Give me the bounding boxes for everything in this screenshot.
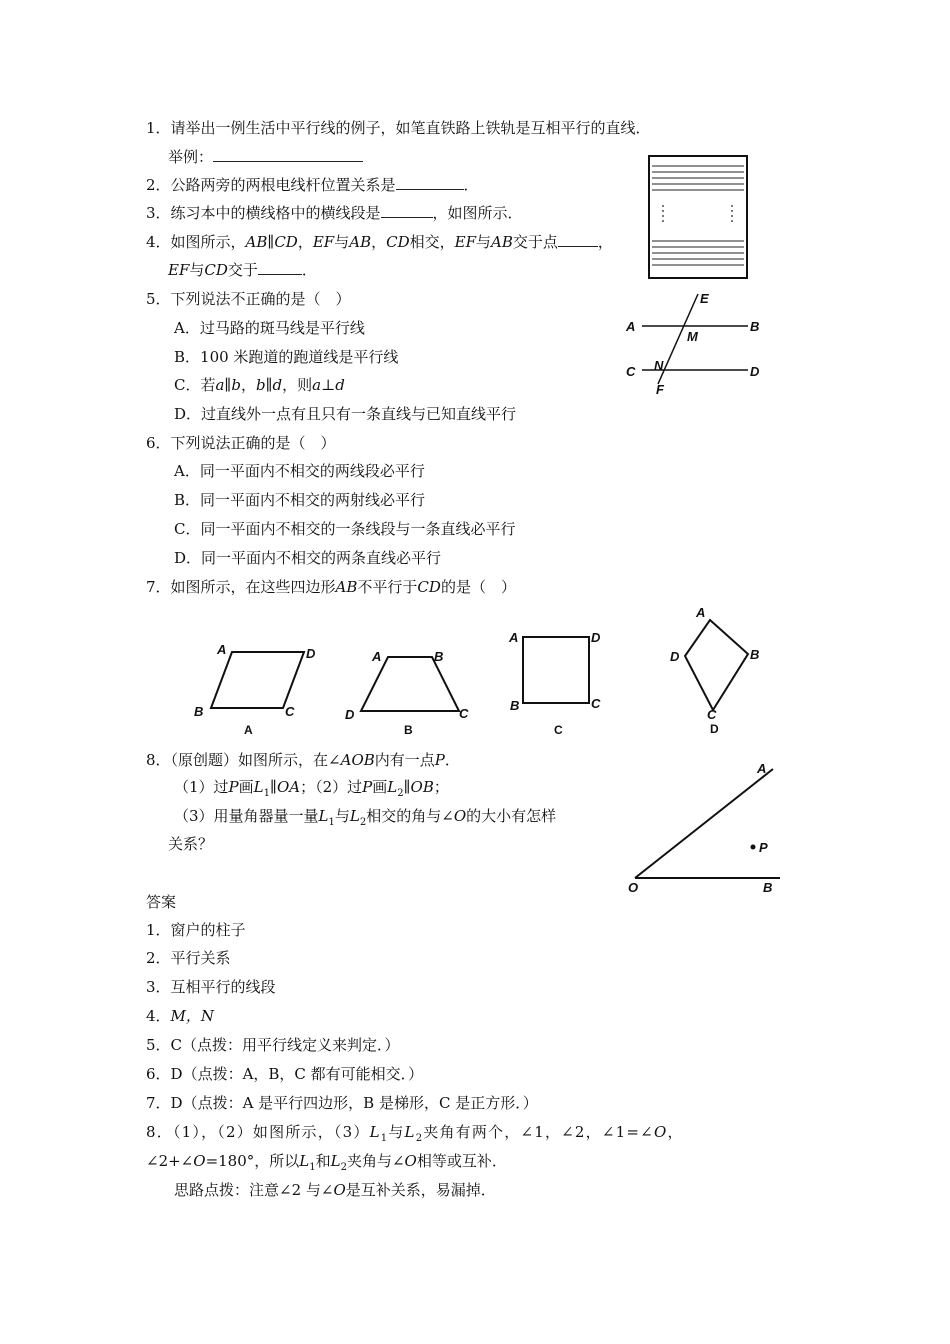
label-c: C	[459, 706, 469, 721]
square-shape	[523, 637, 589, 703]
label-d: D	[306, 646, 316, 661]
label-b: B	[194, 704, 204, 719]
question-5-option-d: D．过直线外一点有且只有一条直线与已知直线平行	[174, 405, 517, 423]
answers-title: 答案	[146, 893, 177, 911]
trapezoid-shape	[361, 657, 459, 711]
label-p: P	[759, 840, 768, 855]
book-dots	[663, 205, 732, 225]
question-1-example: 举例：	[168, 147, 363, 167]
parallel-lines-figure	[620, 290, 770, 400]
label-o: O	[628, 880, 639, 895]
question-7: 7．如图所示，在这些四边形AB不平行于CD的是（ ）	[146, 578, 516, 596]
label-a: A	[217, 642, 227, 657]
caption-c: C	[554, 723, 563, 737]
question-8-part-3-cont: 关系？	[168, 835, 214, 853]
label-d: D	[345, 707, 355, 722]
answer-5: 5．C（点拨：用平行线定义来判定．）	[146, 1036, 400, 1054]
point-p	[751, 845, 756, 850]
label-d: D	[750, 364, 760, 379]
label-a: A	[372, 649, 382, 664]
label-a: A	[626, 319, 636, 334]
caption-b: B	[404, 723, 413, 737]
label-d: D	[591, 630, 601, 645]
label-n: N	[654, 358, 664, 373]
question-8-part-3: （3）用量角器量一量$L_1$与$L_2$相交的角与∠O的大小有怎样	[174, 807, 557, 828]
label-f: F	[656, 382, 664, 397]
answer-7: 7．D（点拨：A 是平行四边形，B 是梯形，C 是正方形．）	[146, 1094, 538, 1112]
answer-4: 4．M，N	[146, 1007, 215, 1025]
angle-aob-figure	[620, 755, 790, 895]
question-5-option-b: B．100 米跑道的跑道线是平行线	[174, 348, 399, 366]
label-a: A	[757, 761, 767, 776]
caption-d: D	[710, 722, 719, 736]
quadrilateral-a-figure	[190, 640, 330, 740]
answer-8-line2: ∠2+∠O=180°，所以$L_1$和$L_2$夹角与∠O相等或互补．	[146, 1152, 507, 1173]
label-d: D	[670, 649, 680, 664]
question-6-option-c: C．同一平面内不相交的一条线段与一条直线必平行	[174, 520, 516, 538]
question-8: 8．（原创题）如图所示，在∠AOB内有一点P．	[146, 751, 460, 769]
question-5: 5．下列说法不正确的是（ ）	[146, 290, 351, 308]
answer-6: 6．D（点拨：A，B，C 都有可能相交．）	[146, 1065, 424, 1083]
answer-1: 1．窗户的柱子	[146, 921, 246, 939]
answer-8: 8．（1），（2）如图所示，$(3)L_1$与$L_2$夹角有两个，∠1，∠2，∠1=∠O，	[146, 1123, 684, 1144]
label-a: A	[696, 605, 706, 620]
answer-blank	[258, 260, 302, 275]
label-b: B	[434, 649, 444, 664]
label-b: B	[510, 698, 520, 713]
answer-3: 3．互相平行的线段	[146, 978, 276, 996]
exercise-book-figure	[648, 155, 748, 280]
label-b: B	[750, 319, 760, 334]
question-1: 1．请举出一例生活中平行线的例子，如笔直铁路上铁轨是互相平行的直线．	[146, 119, 651, 137]
label-b: B	[750, 647, 760, 662]
question-4: 4．如图所示，AB∥CD，EF与AB，CD相交，EF与AB交于点 ，	[146, 233, 613, 251]
label-c: C	[285, 704, 295, 719]
question-2: 2．公路两旁的两根电线杆位置关系是 ．	[146, 176, 479, 194]
answer-8-hint: 思路点拨：注意∠2 与∠O是互补关系，易漏掉．	[174, 1181, 496, 1199]
label-b: B	[763, 880, 773, 895]
label-m: M	[687, 329, 698, 344]
answer-2: 2．平行关系	[146, 949, 231, 967]
question-6-option-d: D．同一平面内不相交的两条直线必平行	[174, 549, 442, 567]
quadrilateral-c-figure	[505, 625, 615, 740]
answer-blank	[213, 147, 363, 162]
label-a: A	[509, 630, 519, 645]
question-6-option-b: B．同一平面内不相交的两射线必平行	[174, 491, 426, 509]
caption-a: A	[244, 723, 253, 737]
question-3: 3．练习本中的横线格中的横线段是 ，如图所示．	[146, 204, 523, 222]
question-5-option-c: C．若a∥b，b∥d，则a⊥d	[174, 376, 345, 394]
parallelogram-shape	[211, 652, 304, 708]
question-5-option-a: A．过马路的斑马线是平行线	[174, 319, 365, 337]
book-lines-top	[652, 166, 744, 190]
book-lines-bottom	[652, 241, 744, 265]
question-8-part-1-2: （1）过P画$L_1\parallel OA$；（2）过P画$L_2\parallel OB$；	[174, 778, 449, 799]
label-c: C	[626, 364, 636, 379]
label-e: E	[700, 291, 709, 306]
answer-blank	[381, 203, 433, 218]
question-6: 6．下列说法正确的是（ ）	[146, 434, 336, 452]
question-4-line2: EF与CD交于 ．	[168, 261, 317, 279]
quadrilateral-d-figure	[665, 600, 775, 740]
label-c: C	[707, 707, 717, 722]
answer-blank	[396, 175, 464, 190]
answer-blank	[558, 232, 598, 247]
quadrilateral-b-figure	[342, 640, 482, 740]
label-c: C	[591, 696, 601, 711]
question-6-option-a: A．同一平面内不相交的两线段必平行	[174, 462, 425, 480]
ray-oa	[635, 769, 773, 878]
kite-shape	[685, 620, 748, 710]
